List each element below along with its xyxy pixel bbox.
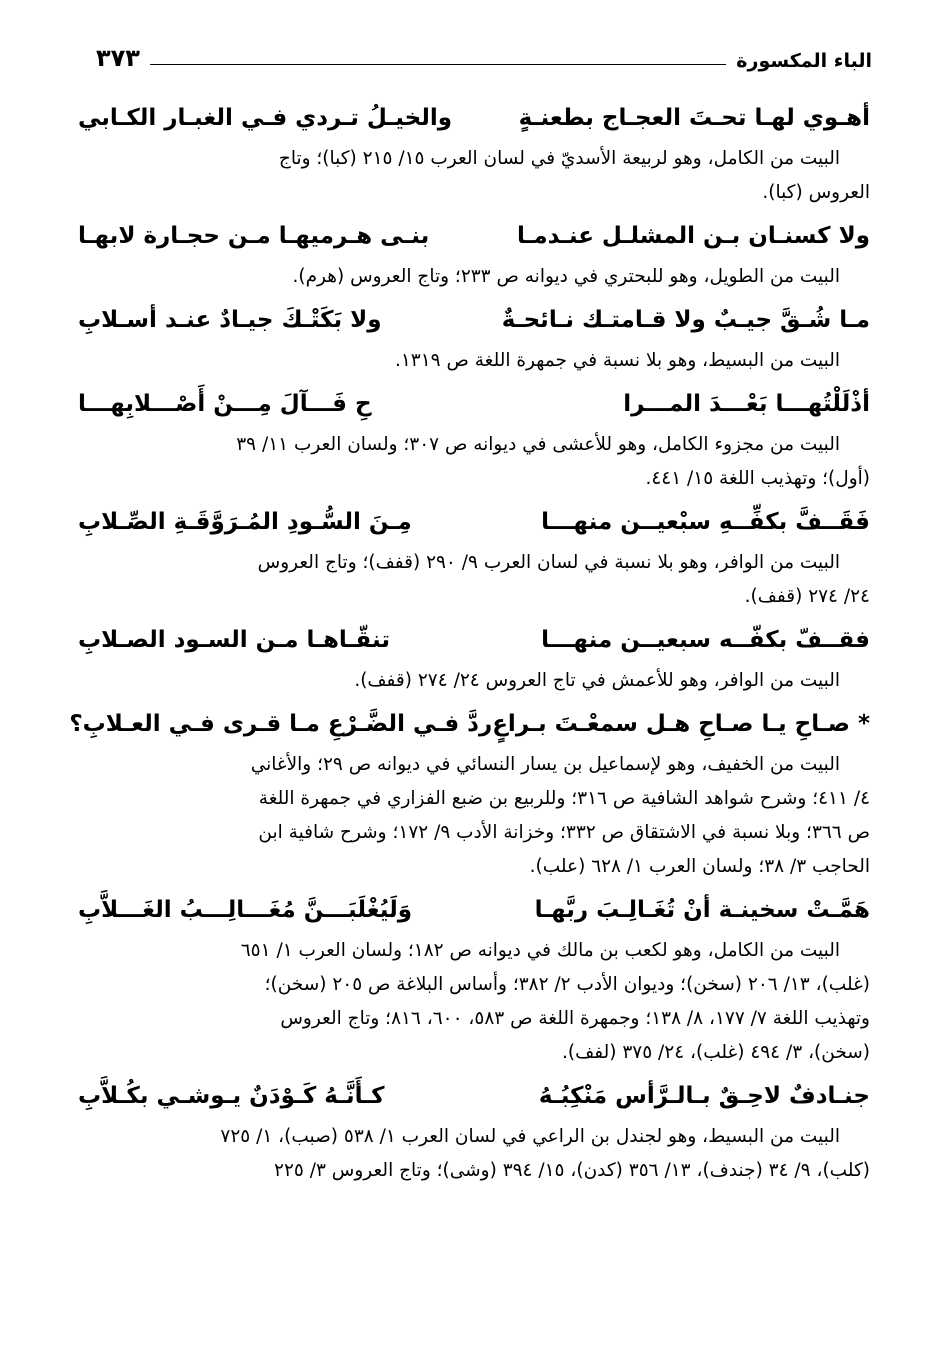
header-rule	[150, 64, 726, 65]
verse-line	[78, 384, 870, 428]
entry	[69, 704, 870, 884]
entry	[78, 890, 870, 1070]
verse-first-hemistich: * صـاحِ يـا صـاحِ هـل سمعْـتَ بـراعٍ	[492, 711, 870, 737]
verse-line	[78, 300, 870, 344]
verse-second-hemistich: بنـى هـرميهـا مـن حجـارة لابهـا	[78, 223, 430, 249]
section-title: الباء المكسورة	[736, 50, 872, 72]
verse-line	[78, 620, 870, 664]
verse-second-hemistich: والخيـلُ تـردي فـي الغبـار الكـابي	[78, 105, 453, 131]
entry	[78, 216, 870, 294]
verse-line	[69, 704, 870, 748]
verse-first-hemistich: هَمَّـتْ سخينـة أنْ تُغَـالِـبَ ربَّهـا	[534, 897, 870, 923]
verse-first-hemistich: فقــفّ بكفّــه سبعيــن منهـــا	[541, 627, 870, 653]
verse-line	[78, 1076, 870, 1120]
verse-second-hemistich: حِ فَـــآلَ مِـــنْ أَصْـــلابِهـــا	[78, 391, 372, 417]
note-line: البيت من البسيط، وهو لجندل بن الراعي في لسان العرب ١/ ٥٣٨ (صبب)، ١/ ٧٢٥	[220, 1126, 840, 1147]
note-line: (سخن)، ٣/ ٤٩٤ (غلب)، ٢٤/ ٣٧٥ (لفف).	[562, 1042, 870, 1063]
verse-first-hemistich: ولا كسنـان بـن المشلـل عنـدمـا	[516, 223, 870, 249]
verse-note	[78, 142, 870, 210]
verse-line	[78, 502, 870, 546]
verse-first-hemistich: أهـوي لهـا تحـتَ العجـاج بطعنـةٍ	[518, 105, 870, 131]
entry	[78, 384, 870, 496]
entry	[78, 98, 870, 210]
verse-second-hemistich: كـأَنَّـهُ كَـوْدَنٌ يـوشـي بكُـلاَّبِ	[78, 1083, 385, 1109]
note-line: ٢٤/ ٢٧٤ (قفف).	[744, 586, 870, 607]
note-line: ٤/ ٤١١؛ وشرح شواهد الشافية ص ٣١٦؛ وللربيع بن ضبع الفزاري في جمهرة اللغة	[258, 788, 870, 809]
note-line: العروس (كبا).	[762, 182, 870, 203]
page-number: ٣٧٣	[96, 44, 140, 72]
note-line: البيت من الوافر، وهو بلا نسبة في لسان العرب ٩/ ٢٩٠ (قفف)؛ وتاج العروس	[257, 552, 840, 573]
verse-note	[78, 428, 870, 496]
entry	[78, 502, 870, 614]
page-content	[69, 98, 870, 1194]
note-line: البيت من مجزوء الكامل، وهو للأعشى في ديوانه ص ٣٠٧؛ ولسان العرب ١١/ ٣٩	[236, 434, 840, 455]
verse-line	[78, 216, 870, 260]
page-header	[96, 38, 872, 72]
note-line: البيت من الخفيف، وهو لإسماعيل بن يسار النسائي في ديوانه ص ٢٩؛ والأغاني	[250, 754, 840, 775]
verse-note	[78, 748, 870, 884]
note-line: البيت من البسيط، وهو بلا نسبة في جمهرة اللغة ص ١٣١٩.	[394, 350, 840, 371]
verse-line	[78, 98, 870, 142]
verse-second-hemistich: ردَّ فـي الضَّـرْعِ مـا قـرى فـي العـلابِ؟	[69, 711, 493, 737]
verse-note	[78, 934, 870, 1070]
note-line: البيت من الكامل، وهو لكعب بن مالك في ديوانه ص ١٨٢؛ ولسان العرب ١/ ٦٥١	[240, 940, 840, 961]
verse-note	[78, 546, 870, 614]
verse-first-hemistich: أذْلَلْتُهـــا بَعْـــدَ المـــرا	[623, 391, 870, 417]
entry	[78, 620, 870, 698]
verse-second-hemistich: مِـنَ السُّـودِ المُـرَوَّقَـةِ الصِّـلابِ	[78, 509, 412, 535]
entry	[78, 1076, 870, 1188]
note-line: البيت من الطويل، وهو للبحتري في ديوانه ص ٢٣٣؛ وتاج العروس (هرم).	[292, 266, 840, 287]
verse-first-hemistich: جنـادفٌ لاحِـقٌ بـالـرَّأس مَنْكِبُـهُ	[538, 1083, 870, 1109]
verse-first-hemistich: فَقَــفَّ بكفِّــهِ سبْعيــن منهـــا	[541, 509, 870, 535]
note-line: وتهذيب اللغة ٧/ ١٧٧، ٨/ ١٣٨؛ وجمهرة اللغة ص ٥٨٣، ٦٠٠، ٨١٦؛ وتاج العروس	[280, 1008, 870, 1029]
note-line: ص ٣٦٦؛ وبلا نسبة في الاشتقاق ص ٣٣٢؛ وخزانة الأدب ٩/ ١٧٢؛ وشرح شافية ابن	[258, 822, 870, 843]
verse-note	[78, 260, 870, 294]
verse-second-hemistich: تنقّـاهـا مـن السـود الصـلابِ	[78, 627, 390, 653]
note-line: (كلب)، ٩/ ٣٤ (جندف)، ١٣/ ٣٥٦ (كدن)، ١٥/ ٣٩٤ (وشى)؛ وتاج العروس ٣/ ٢٢٥	[274, 1160, 870, 1181]
note-line: (غلب)، ١٣/ ٢٠٦ (سخن)؛ وديوان الأدب ٢/ ٣٨٢؛ وأساس البلاغة ص ٢٠٥ (سخن)؛	[264, 974, 870, 995]
verse-note	[78, 664, 870, 698]
note-line: البيت من الوافر، وهو للأعمش في تاج العروس ٢٤/ ٢٧٤ (قفف).	[354, 670, 840, 691]
verse-second-hemistich: وَلَيُغْلَبَـــنَّ مُغَـــالِـــبُ الغَـــلاَّبِ	[78, 897, 413, 923]
note-line: (أول)؛ وتهذيب اللغة ١٥/ ٤٤١.	[645, 468, 870, 489]
verse-line	[78, 890, 870, 934]
verse-first-hemistich: مـا شُـقَّ جيـبٌ ولا قـامتـك نـائحـةٌ	[501, 307, 870, 333]
note-line: الحاجب ٣/ ٣٨؛ ولسان العرب ١/ ٦٢٨ (علب).	[529, 856, 870, 877]
verse-note	[78, 1120, 870, 1188]
verse-second-hemistich: ولا بَكَتْـكَ جيـادٌ عنـد أسـلابِ	[78, 307, 382, 333]
entry	[78, 300, 870, 378]
verse-note	[78, 344, 870, 378]
note-line: البيت من الكامل، وهو لربيعة الأسديّ في لسان العرب ١٥/ ٢١٥ (كبا)؛ وتاج	[278, 148, 840, 169]
